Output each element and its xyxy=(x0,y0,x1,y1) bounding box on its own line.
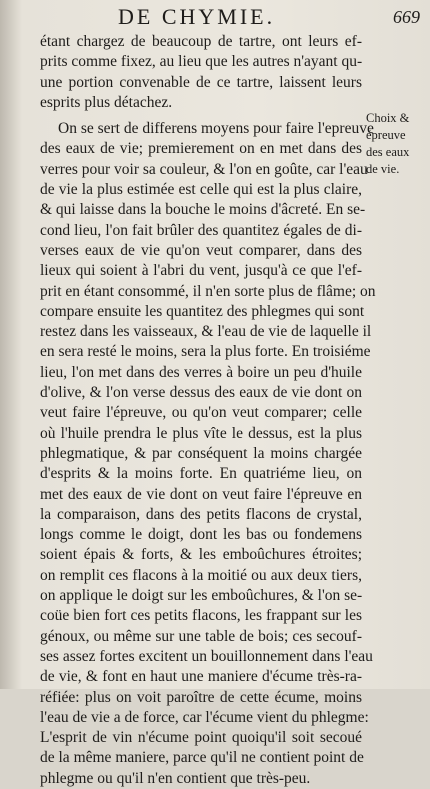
text-line: L'esprit de vin n'écume point quoiqu'il soit secoué xyxy=(40,729,362,747)
body-text xyxy=(40,32,376,789)
text-line: de vie la plus estimée est celle qui est la plus claire, xyxy=(40,181,362,199)
text-line: restez dans les vaisseaux, & l'eau de vie de laquelle il xyxy=(40,323,372,341)
text-line: coüe bien fort ces petits flacons, les frappant sur les xyxy=(40,607,362,625)
text-line: réfiée: plus on voit paroître de cette écume, moins xyxy=(40,688,362,706)
text-line: compare ensuite les quantitez des phlegmes qui sont xyxy=(40,302,365,320)
text-line: prits comme fixez, au lieu que les autres n'ayant qu- xyxy=(40,53,363,71)
paragraph-1 xyxy=(40,32,362,113)
text-line: une portion convenable de ce tartre, laissent leurs xyxy=(40,73,362,91)
text-line: des eaux de vie; premierement on en met dans des xyxy=(40,140,362,158)
text-line: où l'huile prendra le plus vîte le dessus, est la plus xyxy=(40,424,362,442)
text-line: verses eaux de vie qu'on veut comparer, dans des xyxy=(40,241,362,259)
running-title: DE CHYMIE. xyxy=(118,4,276,29)
text-line: d'olive, & l'on verse dessus des eaux de vie dont on xyxy=(40,384,362,402)
text-line: phlegmatique, & par conséquent la moins chargée xyxy=(40,444,362,462)
text-line: & qui laisse dans la bouche le moins d'âcreté. En se- xyxy=(40,201,366,219)
text-line: prit en étant consommé, il n'en sorte plus de flâme; on xyxy=(40,282,376,300)
marginal-note-line: épreuve xyxy=(366,128,406,142)
text-line: met des eaux de vie dont on veut faire l'épreuve en xyxy=(40,485,362,503)
text-line: génoux, ou même sur une table de bois; ces secouf- xyxy=(40,627,362,645)
text-line: de vie, & font en haut une maniere d'écume très-ra- xyxy=(40,668,362,686)
marginal-note-line: des eaux xyxy=(366,145,410,159)
page-header xyxy=(100,2,420,32)
marginal-note-line: de vie. xyxy=(366,162,400,176)
text-line: verres pour voir sa couleur, & l'on en goûte, car l'eau xyxy=(40,160,368,178)
text-line: veut faire l'épreuve, ou qu'on veut comparer; celle xyxy=(40,404,362,422)
text-line: lieu, l'on met dans des verres à boire un peu d'huile xyxy=(40,363,362,381)
text-line: soient épais & forts, & les emboûchures étroites; xyxy=(40,546,362,564)
page-number: 669 xyxy=(393,7,420,27)
text-line: on remplit ces flacons à la moitié ou aux deux tiers, xyxy=(40,566,362,584)
text-line: l'eau de vie a de force, car l'écume vient du phlegme: xyxy=(40,708,369,726)
text-line: en sera resté le moins, sera la plus forte. En troisiéme xyxy=(40,343,371,361)
text-line: cond lieu, l'on fait brûler des quantitez égales de di- xyxy=(40,221,362,239)
text-line: de la même maniere, parce qu'il ne contient point de xyxy=(40,749,364,767)
text-line: ses assez fortes excitent un bouillonnement dans l'eau xyxy=(40,647,373,665)
text-line: d'esprits & la moins forte. En quatriéme lieu, on xyxy=(40,465,362,483)
text-line: on applique le doigt sur les emboûchures, & l'on se- xyxy=(40,587,363,605)
text-line: la comparaison, dans des petits flacons de crystal, xyxy=(40,505,362,523)
text-line: étant chargez de beaucoup de tartre, ont leurs ef- xyxy=(40,33,362,50)
text-line: longs comme le doigt, dont les bas ou fondemens xyxy=(40,526,362,544)
paragraph-2 xyxy=(40,119,376,789)
marginal-note-line: Choix & xyxy=(366,111,410,125)
text-line: lieux qui soient à l'abri du vent, jusqu'à ce que l'ef- xyxy=(40,262,362,280)
marginal-note xyxy=(366,110,428,178)
text-line: phlegme ou qu'il n'en contient que très-peu. xyxy=(40,769,311,787)
text-line: esprits plus détachez. xyxy=(40,93,173,111)
text-line: On se sert de differens moyens pour faire l'epreuve xyxy=(58,120,374,138)
